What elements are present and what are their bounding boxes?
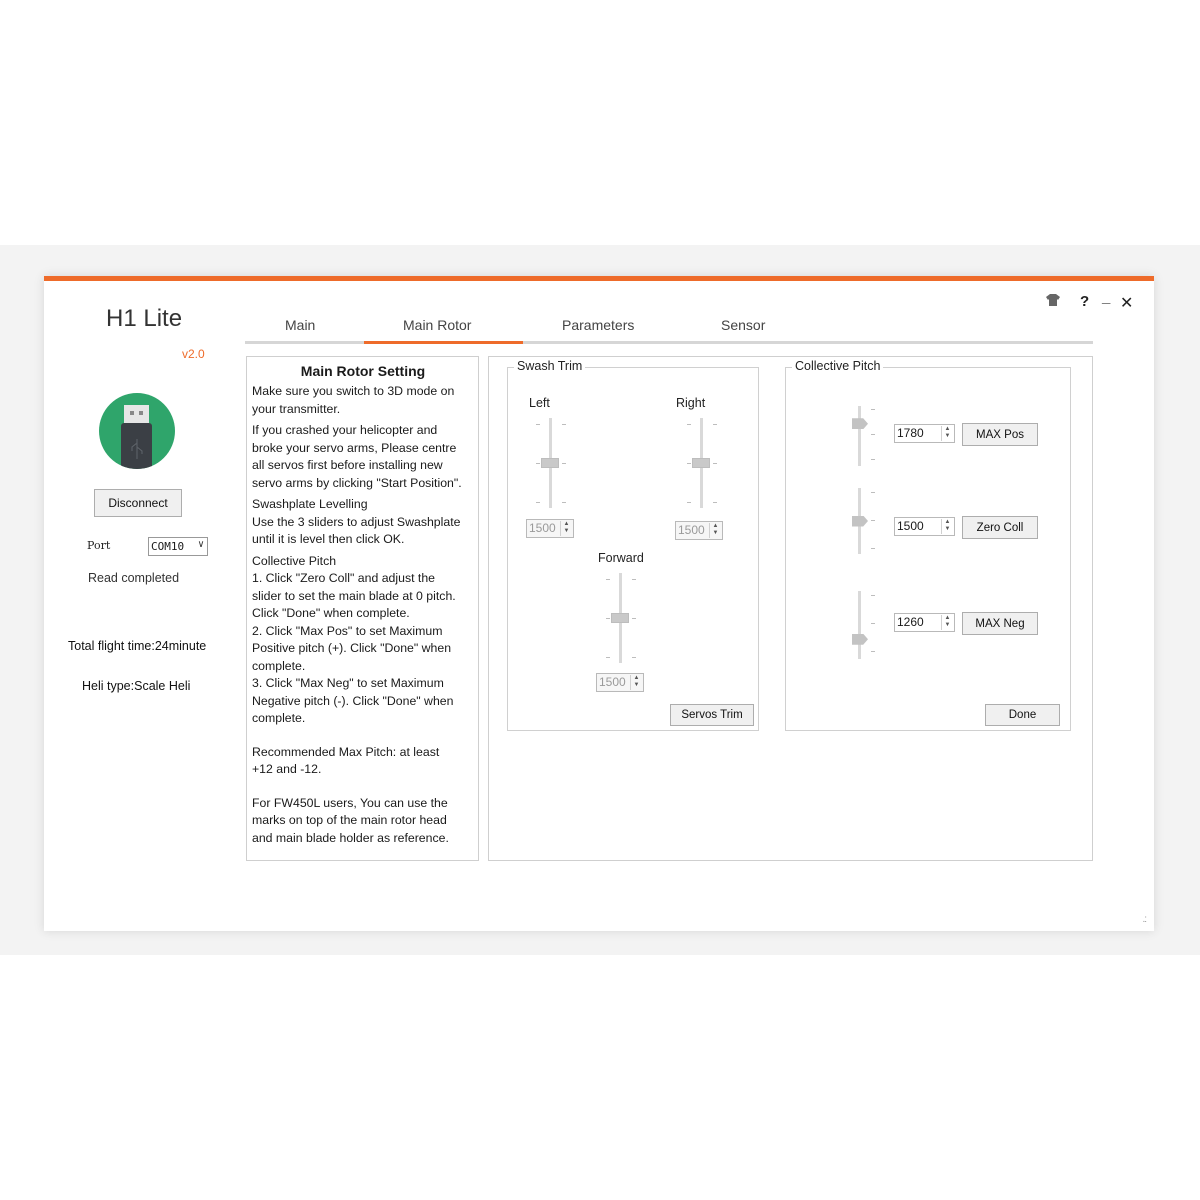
instruction-paragraph: If you crashed your helicopter and broke your servo arms, Please centre all servos first before installing new servo arms by clicking "Start Position". bbox=[252, 423, 462, 490]
chevron-down-icon: ∨ bbox=[197, 539, 204, 550]
forward-trim-slider[interactable] bbox=[610, 573, 630, 663]
left-trim-slider[interactable] bbox=[540, 418, 560, 508]
collective-pitch-group bbox=[785, 359, 1071, 731]
right-trim-input[interactable] bbox=[675, 521, 723, 540]
max-pos-button[interactable]: MAX Pos bbox=[962, 423, 1038, 446]
max-pos-slider[interactable] bbox=[852, 406, 872, 466]
right-slider-label: Right bbox=[676, 396, 706, 410]
version-label: v2.0 bbox=[182, 347, 205, 361]
instruction-paragraph: Swashplate Levelling Use the 3 sliders to adjust Swashplate until it is level then click OK. bbox=[252, 497, 461, 546]
slider-thumb[interactable] bbox=[541, 458, 559, 468]
app-window bbox=[44, 276, 1154, 931]
forward-trim-input[interactable] bbox=[596, 673, 644, 692]
spin-arrows-icon[interactable]: ▲ ▼ bbox=[941, 426, 953, 441]
left-trim-value: 1500 bbox=[529, 521, 556, 535]
tab-bar bbox=[245, 311, 1093, 344]
max-pos-input[interactable] bbox=[894, 424, 955, 443]
max-pos-value: 1780 bbox=[897, 426, 924, 440]
zero-coll-value: 1500 bbox=[897, 519, 924, 533]
usb-drive-icon bbox=[99, 393, 175, 469]
swash-trim-title: Swash Trim bbox=[514, 359, 585, 373]
slider-thumb[interactable] bbox=[852, 634, 868, 645]
right-trim-value: 1500 bbox=[678, 523, 705, 537]
help-icon[interactable]: ? bbox=[1080, 293, 1090, 310]
max-neg-button[interactable]: MAX Neg bbox=[962, 612, 1038, 635]
zero-coll-button[interactable]: Zero Coll bbox=[962, 516, 1038, 539]
right-trim-slider[interactable] bbox=[691, 418, 711, 508]
spin-arrows-icon[interactable]: ▲ ▼ bbox=[941, 615, 953, 630]
left-trim-input[interactable] bbox=[526, 519, 574, 538]
instruction-paragraph: Recommended Max Pitch: at least +12 and -12. bbox=[252, 744, 440, 776]
left-slider-label: Left bbox=[529, 396, 550, 410]
servos-trim-button[interactable]: Servos Trim bbox=[670, 704, 754, 726]
spin-arrows-icon[interactable]: ▲ ▼ bbox=[560, 521, 572, 536]
tab-parameters[interactable]: Parameters bbox=[562, 317, 635, 333]
flight-time: Total flight time:24minute bbox=[68, 639, 207, 653]
close-icon[interactable]: ✕ bbox=[1120, 295, 1134, 312]
spin-arrows-icon[interactable]: ▲ ▼ bbox=[941, 519, 953, 534]
max-neg-input[interactable] bbox=[894, 613, 955, 632]
port-select[interactable] bbox=[148, 537, 208, 556]
forward-trim-value: 1500 bbox=[599, 675, 626, 689]
resize-grip-icon[interactable]: .: bbox=[1142, 914, 1146, 925]
slider-thumb[interactable] bbox=[692, 458, 710, 468]
slider-thumb[interactable] bbox=[611, 613, 629, 623]
collective-pitch-title: Collective Pitch bbox=[792, 359, 883, 373]
instructions-title: Main Rotor Setting bbox=[300, 363, 426, 379]
heli-type: Heli type:Scale Heli bbox=[82, 679, 191, 693]
swash-trim-group bbox=[507, 359, 759, 731]
done-button[interactable]: Done bbox=[985, 704, 1060, 726]
forward-slider-label: Forward bbox=[598, 551, 644, 565]
max-neg-slider[interactable] bbox=[852, 591, 872, 659]
slider-thumb[interactable] bbox=[852, 418, 868, 429]
disconnect-button[interactable]: Disconnect bbox=[94, 489, 182, 517]
tab-main-rotor[interactable]: Main Rotor bbox=[403, 317, 472, 333]
instruction-paragraph: Collective Pitch 1. Click "Zero Coll" and adjust the slider to set the main blade at 0 pitch. Click "Done" when complete. 2. Click "Max Pos" to set Maximum Positive pitch (+). Click "Done" when complete. 3. Click "Max Neg" to set Maximum Negative pitch (-). Click "Done" when complete. bbox=[252, 553, 456, 725]
instruction-paragraph: For FW450L users, You can use the marks on top of the main rotor head and main blade holder as reference. bbox=[252, 795, 449, 845]
tab-main[interactable]: Main bbox=[285, 317, 316, 333]
tab-sensor[interactable]: Sensor bbox=[721, 317, 766, 333]
spin-arrows-icon[interactable]: ▲ ▼ bbox=[709, 523, 721, 538]
instruction-paragraph: Make sure you switch to 3D mode on your transmitter. bbox=[252, 384, 455, 416]
port-label: Port bbox=[87, 539, 111, 552]
instructions-panel bbox=[246, 356, 479, 861]
zero-coll-input[interactable] bbox=[894, 517, 955, 536]
app-title: H1 Lite bbox=[106, 305, 183, 332]
read-status: Read completed bbox=[88, 571, 180, 585]
port-value: COM10 bbox=[151, 540, 185, 553]
tshirt-icon[interactable] bbox=[1046, 293, 1060, 305]
spin-arrows-icon[interactable]: ▲ ▼ bbox=[630, 675, 642, 690]
settings-panel bbox=[488, 356, 1093, 861]
minimize-icon[interactable]: _ bbox=[1102, 289, 1111, 306]
zero-coll-slider[interactable] bbox=[852, 488, 872, 554]
max-neg-value: 1260 bbox=[897, 615, 924, 629]
slider-thumb[interactable] bbox=[852, 516, 868, 527]
